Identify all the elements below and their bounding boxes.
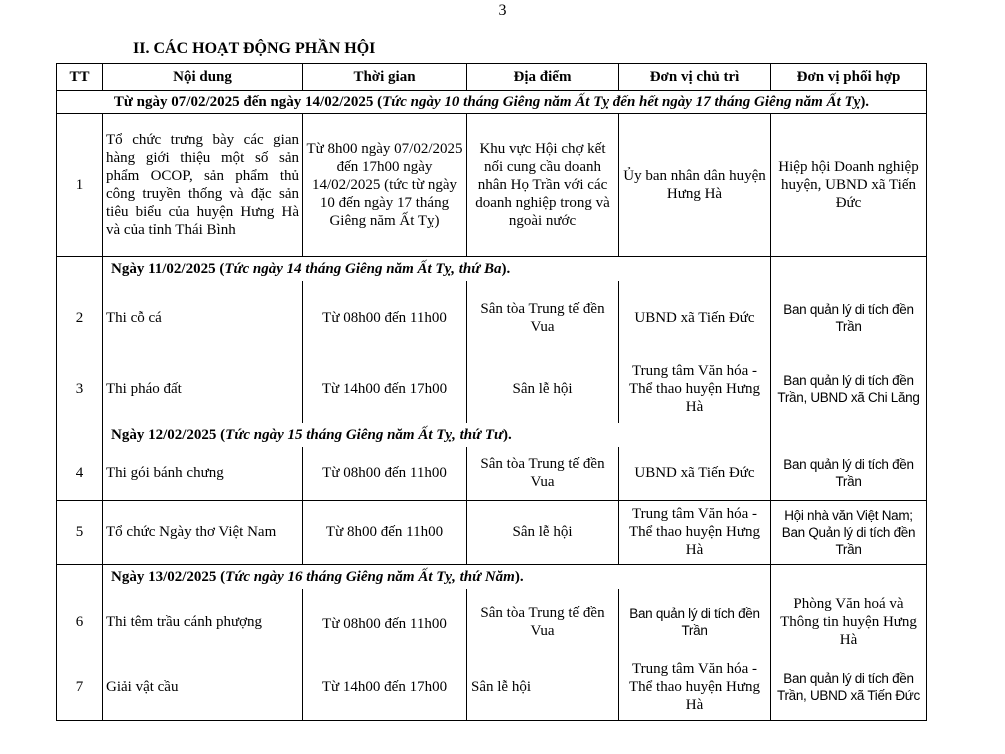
row-time: Từ 14h00 đến 17h00 — [303, 355, 467, 423]
row-time: Từ 08h00 đến 11h00 — [303, 589, 467, 655]
header-coordinator: Đơn vị phối hợp — [771, 64, 927, 91]
row-time: Từ 08h00 đến 11h00 — [303, 447, 467, 500]
row-coordinator: Phòng Văn hoá và Thông tin huyện Hưng Hà — [771, 589, 927, 655]
day-row — [57, 423, 927, 447]
row-content: Thi gói bánh chưng — [103, 447, 303, 500]
day-label: Ngày 13/02/2025 (Tức ngày 16 tháng Giêng năm Ất Tỵ, thứ Năm). — [103, 564, 771, 589]
row-host: UBND xã Tiến Đức — [619, 447, 771, 500]
row-place: Sân lễ hội — [467, 655, 619, 721]
row-number: 2 — [57, 281, 103, 355]
row-host: UBND xã Tiến Đức — [619, 281, 771, 355]
row-coordinator: Ban quản lý di tích đền Trần — [771, 447, 927, 500]
row-place: Khu vực Hội chợ kết nối cung cầu doanh nhân Họ Trần với các doanh nghiệp trong và ngoài nước — [467, 114, 619, 257]
row-host: Ban quản lý di tích đền Trần — [619, 589, 771, 655]
row-number: 7 — [57, 655, 103, 721]
row-coordinator: Ban quản lý di tích đền Trần, UBND xã Chi Lăng — [771, 355, 927, 423]
day-label: Ngày 11/02/2025 (Tức ngày 14 tháng Giêng năm Ất Tỵ, thứ Ba). — [103, 257, 771, 282]
row-host: Trung tâm Văn hóa - Thể thao huyện Hưng Hà — [619, 655, 771, 721]
table-row — [57, 500, 927, 564]
table-row — [57, 447, 927, 500]
header-host: Đơn vị chủ trì — [619, 64, 771, 91]
page-number: 3 — [498, 2, 507, 19]
row-number: 4 — [57, 447, 103, 500]
row-host: Trung tâm Văn hóa - Thể thao huyện Hưng Hà — [619, 355, 771, 423]
header-row — [57, 64, 927, 91]
period-label: Từ ngày 07/02/2025 đến ngày 14/02/2025 (Tức ngày 10 tháng Giêng năm Ất Tỵ đến hết ngày 17 tháng Giêng năm Ất Tỵ). — [57, 91, 927, 114]
row-host: Ủy ban nhân dân huyện Hưng Hà — [619, 114, 771, 257]
table-row — [57, 281, 927, 355]
row-time: Từ 14h00 đến 17h00 — [303, 655, 467, 721]
table-row — [57, 355, 927, 423]
header-content: Nội dung — [103, 64, 303, 91]
row-content: Thi têm trầu cánh phượng — [103, 589, 303, 655]
day-label: Ngày 12/02/2025 (Tức ngày 15 tháng Giêng năm Ất Tỵ, thứ Tư). — [103, 423, 771, 447]
day-row — [57, 257, 927, 282]
row-content: Tổ chức trưng bày các gian hàng giới thiệu một số sản phẩm OCOP, sản phẩm thủ công truyền thống và đặc sản tiêu biểu của huyện Hưng Hà và của tỉnh Thái Bình — [103, 114, 303, 257]
row-place: Sân tòa Trung tế đền Vua — [467, 281, 619, 355]
row-place: Sân lễ hội — [467, 500, 619, 564]
period-row — [57, 91, 927, 114]
row-number: 6 — [57, 589, 103, 655]
row-place: Sân tòa Trung tế đền Vua — [467, 447, 619, 500]
row-time: Từ 8h00 ngày 07/02/2025 đến 17h00 ngày 14/02/2025 (tức từ ngày 10 đến ngày 17 tháng Giêng năm Ất Tỵ) — [303, 114, 467, 257]
table-row — [57, 589, 927, 655]
row-time: Từ 08h00 đến 11h00 — [303, 281, 467, 355]
activities-table — [56, 63, 927, 721]
row-content: Thi pháo đất — [103, 355, 303, 423]
row-number: 3 — [57, 355, 103, 423]
header-time: Thời gian — [303, 64, 467, 91]
table-row — [57, 114, 927, 257]
row-content: Giải vật cầu — [103, 655, 303, 721]
header-tt: TT — [57, 64, 103, 91]
table-row — [57, 655, 927, 721]
row-time: Từ 8h00 đến 11h00 — [303, 500, 467, 564]
row-place: Sân lễ hội — [467, 355, 619, 423]
row-content: Thi cỗ cá — [103, 281, 303, 355]
row-coordinator: Ban quản lý di tích đền Trần — [771, 281, 927, 355]
day-row — [57, 564, 927, 589]
row-coordinator: Hội nhà văn Việt Nam; Ban Quản lý di tích đền Trần — [771, 500, 927, 564]
row-place: Sân tòa Trung tế đền Vua — [467, 589, 619, 655]
row-content: Tổ chức Ngày thơ Việt Nam — [103, 500, 303, 564]
row-host: Trung tâm Văn hóa - Thể thao huyện Hưng Hà — [619, 500, 771, 564]
row-number: 5 — [57, 500, 103, 564]
row-coordinator: Hiệp hội Doanh nghiệp huyện, UBND xã Tiến Đức — [771, 114, 927, 257]
header-place: Địa điểm — [467, 64, 619, 91]
row-number: 1 — [57, 114, 103, 257]
row-coordinator: Ban quản lý di tích đền Trần, UBND xã Tiến Đức — [771, 655, 927, 721]
section-title: II. CÁC HOẠT ĐỘNG PHẦN HỘI — [133, 40, 376, 57]
